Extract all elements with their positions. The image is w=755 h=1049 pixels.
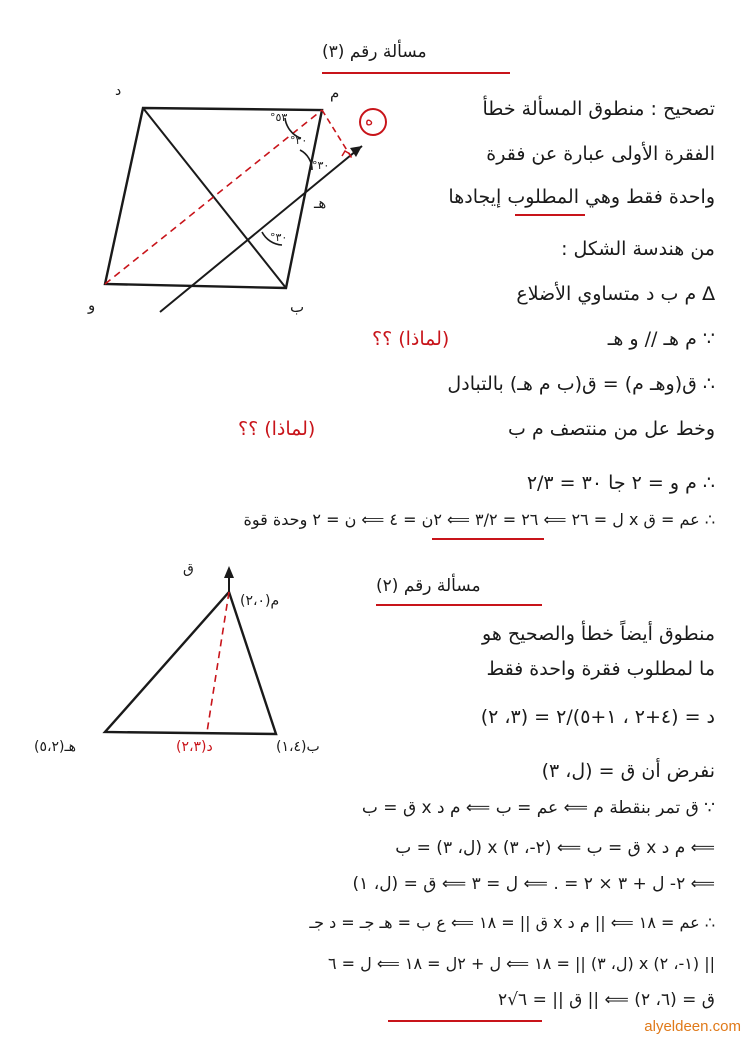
label-a: م — [330, 84, 340, 102]
p2-line-7: ⟸ ٢- ل + ٣ × ٢ = . ⟸ ل = ٣ ⟸ ق = (ل، ١) — [352, 874, 715, 894]
p2-line-10: ق = (٦، ٢) ⟸ || ق || = ٦√٢ — [498, 990, 715, 1010]
angle-label-4: ٣٠° — [270, 231, 288, 244]
p2-line-9: || (١-، ٢) x (ل، ٣) || = ١٨ ⟸ ل + ٢ل = ١٨ ⟸ ل = ٦ — [328, 954, 715, 973]
p1-red-note-1: (لماذا) ؟؟ — [372, 328, 450, 350]
label-b: ب — [290, 298, 305, 316]
angle-label-2: ٣٠° — [290, 134, 308, 147]
p1-line-8: وخط عل من منتصف م ب — [508, 418, 715, 440]
p1-line-3: واحدة فقط وهي المطلوب إيجادها — [448, 186, 715, 208]
label-h: هـ — [314, 194, 327, 212]
p2-line-4: نفرض أن ق = (ل، ٣) — [541, 760, 715, 782]
p1-red-note-2: (لماذا) ؟؟ — [238, 418, 316, 440]
p2-label-top: م(٢،٠) — [240, 593, 280, 609]
p2-end-underline — [388, 1020, 542, 1022]
angle-label-3: ٣٠° — [312, 159, 330, 172]
angle-label-1: ٥٣° — [270, 111, 288, 124]
problem1-badge: ه — [365, 110, 374, 129]
p2-label-force: ق — [183, 561, 194, 577]
p2-line-6: ⟸ م د x ق = ب ⟸ (٢-، ٣) x (ل، ٣) = ب — [395, 838, 715, 858]
problem1-title: مسألة رقم (٣) — [322, 42, 427, 62]
label-d: د — [115, 83, 122, 99]
p2-label-right: ب(١،٤) — [276, 739, 320, 755]
site-watermark: alyeldeen.com — [644, 1018, 741, 1035]
p1-line-7: ∴ ق(وهـ م) = ق(ب م هـ) بالتبادل — [447, 373, 715, 395]
p1-line-6: ∵ م هـ // و هـ — [607, 328, 715, 350]
p1-line-10: ∴ عم = ق x ل = ٢٦ ⟸ ٢٦ = ٣/٢ ⟸ ٢ن = ٤ ⟸ ن = ٢ وحدة قوة — [243, 510, 715, 529]
problem2-title: مسألة رقم (٢) — [376, 576, 481, 596]
p1-line-1: تصحيح : منطوق المسألة خطأ — [482, 98, 715, 120]
p2-line-3: د = (٤+٢ ، ١+٥)/٢ = (٣، ٢) — [480, 706, 715, 728]
p2-line-5: ∵ ق تمر بنقطة م ⟸ عم = ب ⟸ م د x ق = ب — [361, 798, 715, 818]
p1-line-9: ∴ م و = ٢ جا ٣٠ = ٢/٣ — [526, 472, 715, 494]
label-w: و — [88, 296, 96, 314]
p2-line-1: منطوق أيضاً خطأ والصحيح هو — [482, 623, 715, 645]
p1-line-2: الفقرة الأولى عبارة عن فقرة — [486, 143, 715, 165]
p2-label-mid: د(٢،٣) — [176, 739, 213, 755]
p2-label-left: هـ(٥،٢) — [34, 739, 76, 755]
p2-line-8: ∴ عم = ١٨ ⟸ || م د x ق || = ١٨ ⟸ ع ب = هـ جـ = د جـ — [309, 913, 715, 932]
p2-line-2: ما لمطلوب فقرة واحدة فقط — [486, 658, 715, 680]
p1-line-5: ∆ م ب د متساوي الأضلاع — [516, 283, 715, 305]
p1-line-4: من هندسة الشكل : — [561, 238, 715, 260]
